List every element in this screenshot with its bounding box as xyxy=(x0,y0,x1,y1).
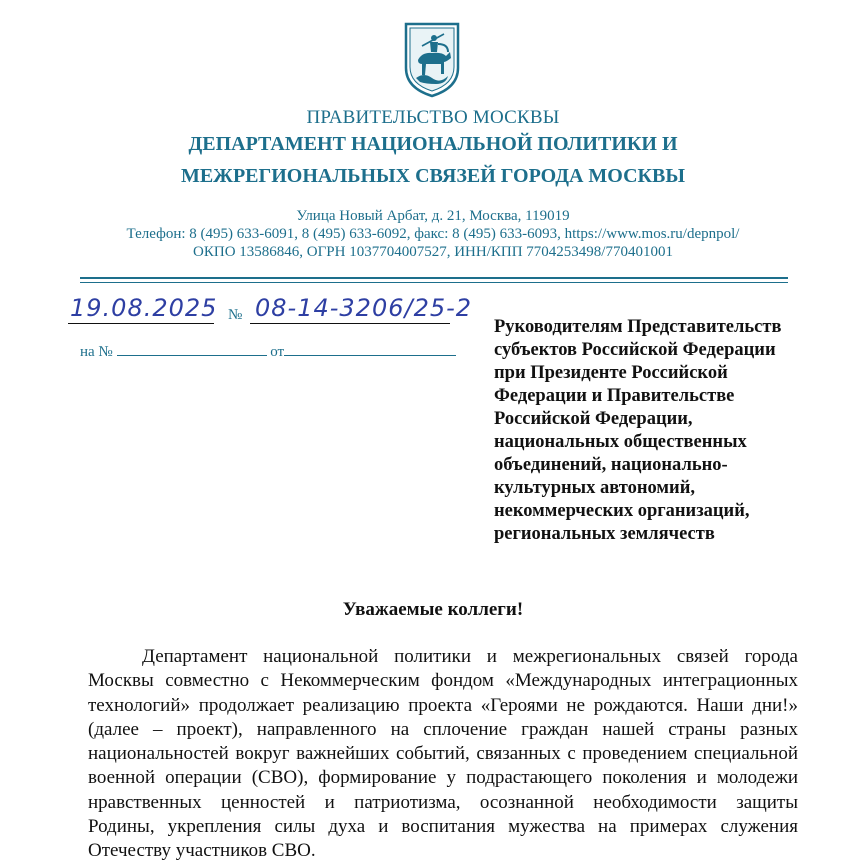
number-sign: № xyxy=(228,307,243,323)
addressee-line: Российской Федерации, xyxy=(494,409,693,429)
body-line: Родины, укрепления силы духа и воспитания мужества на примерах служения xyxy=(88,816,798,838)
letterhead-divider xyxy=(80,277,788,279)
body-line: Отечеству участников СВО. xyxy=(88,840,316,862)
number-underline xyxy=(250,323,450,324)
reference-number-blank xyxy=(117,342,267,356)
body-line: национальностей вокруг важнейших событий, связанных с проведением специальной xyxy=(88,743,798,765)
department-name-line2: МЕЖРЕГИОНАЛЬНЫХ СВЯЗЕЙ ГОРОДА МОСКВЫ xyxy=(180,165,686,187)
government-title: ПРАВИТЕЛЬСТВО МОСКВЫ xyxy=(306,107,560,128)
addressee-line: объединений, национально- xyxy=(494,455,728,475)
department-registry-codes: ОКПО 13586846, ОГРН 1037704007527, ИНН/КПП 7704253498/770401001 xyxy=(193,244,673,260)
reference-date-label: от xyxy=(270,344,285,360)
body-line: нравственных ценностей и патриотизма, осознанной необходимости защиты xyxy=(88,791,798,813)
addressee-line: при Президенте Российской xyxy=(494,363,728,383)
body-line: военной операции (СВО), формирование у подрастающего поколения и молодежи xyxy=(88,767,798,789)
body-line: (далее – проект), направленного на сплочение граждан нашей страны разных xyxy=(88,718,798,740)
body-line: Департамент национальной политики и межрегиональных связей города xyxy=(142,646,798,667)
department-contacts: Телефон: 8 (495) 633-6091, 8 (495) 633-6092, факс: 8 (495) 633-6093, https://www.mos.ru/depnpol/ xyxy=(126,226,740,242)
handwritten-date: 19.08.2025 xyxy=(70,294,218,322)
addressee-line: некоммерческих организаций, xyxy=(494,501,750,521)
addressee-line: Федерации и Правительстве xyxy=(494,386,735,406)
greeting: Уважаемые коллеги! xyxy=(342,599,524,620)
addressee-line: национальных общественных xyxy=(494,432,747,452)
body-line: технологий» продолжает реализацию проекта «Героями не рождаются. Наши дни!» xyxy=(88,694,798,716)
reference-date-blank xyxy=(284,342,456,356)
addressee-block xyxy=(494,316,834,546)
addressee-line: Руководителям Представительств xyxy=(494,317,782,337)
moscow-coat-of-arms-icon xyxy=(400,18,464,100)
addressee-line: региональных землячеств xyxy=(494,524,715,544)
reference-number-label: на № xyxy=(80,344,113,360)
addressee-line: субъектов Российской Федерации xyxy=(494,340,776,360)
body-line: Москвы совместно с Некоммерческим фондом «Международных интеграционных xyxy=(88,670,798,692)
department-address: Улица Новый Арбат, д. 21, Москва, 119019 xyxy=(296,208,570,224)
letter-body xyxy=(88,645,798,864)
department-name-line1: ДЕПАРТАМЕНТ НАЦИОНАЛЬНОЙ ПОЛИТИКИ И xyxy=(188,133,678,155)
addressee-line: культурных автономий, xyxy=(494,478,695,498)
letterhead-divider-thin xyxy=(80,282,788,283)
reference-line xyxy=(80,342,456,361)
date-underline xyxy=(68,323,214,324)
handwritten-document-number: 08-14-3206/25-2 xyxy=(255,294,473,322)
